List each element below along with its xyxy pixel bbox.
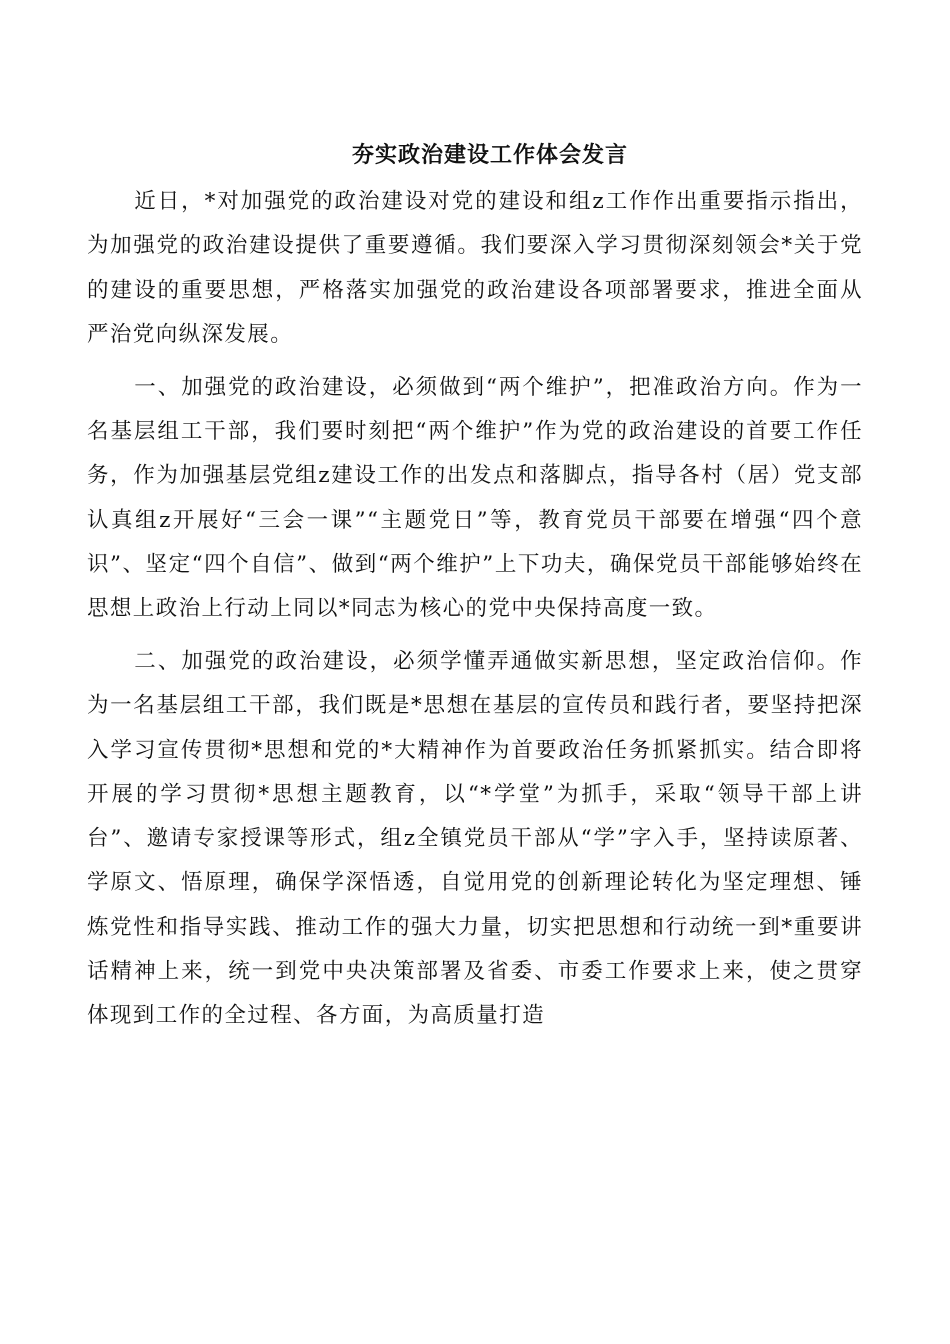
paragraph-intro: 近日，*对加强党的政治建设对党的建设和组z工作作出重要指示指出，为加强党的政治建设提供了重要遵循。我们要深入学习贯彻深刻领会*关于党的建设的重要思想，严格落实加强党的政治建设各项部署要求，推进全面从严治党向纵深发展。 — [87, 189, 863, 347]
document-title: 夯实政治建设工作体会发言 — [351, 142, 628, 168]
paragraph-section-two: 二、加强党的政治建设，必须学懂弄通做实新思想，坚定政治信仰。作为一名基层组工干部，我们既是*思想在基层的宣传员和践行者，要坚持把深入学习宣传贯彻*思想和党的*大精神作为首要政治任务抓紧抓实。结合即将开展的学习贯彻*思想主题教育，以“*学堂”为抓手，采取“领导干部上讲台”、邀请专家授课等形式，组z全镇党员干部从“学”字入手，坚持读原著、学原文、悟原理，确保学深悟透，自觉用党的创新理论转化为坚定理想、锤炼党性和指导实践、推动工作的强大力量，切实把思想和行动统一到*重要讲话精神上来，统一到党中央决策部署及省委、市委工作要求上来，使之贯穿体现到工作的全过程、各方面，为高质量打造 — [87, 648, 863, 1029]
paragraph-section-one: 一、加强党的政治建设，必须做到“两个维护”，把准政治方向。作为一名基层组工干部，我们要时刻把“两个维护”作为党的政治建设的首要工作任务，作为加强基层党组z建设工作的出发点和落脚点，指导各村（居）党支部认真组z开展好“三会一课”“主题党日”等，教育党员干部要在增强“四个意识”、坚定“四个自信”、做到“两个维护”上下功夫，确保党员干部能够始终在思想上政治上行动上同以*同志为核心的党中央保持高度一致。 — [87, 374, 863, 622]
document-body — [87, 180, 863, 1047]
